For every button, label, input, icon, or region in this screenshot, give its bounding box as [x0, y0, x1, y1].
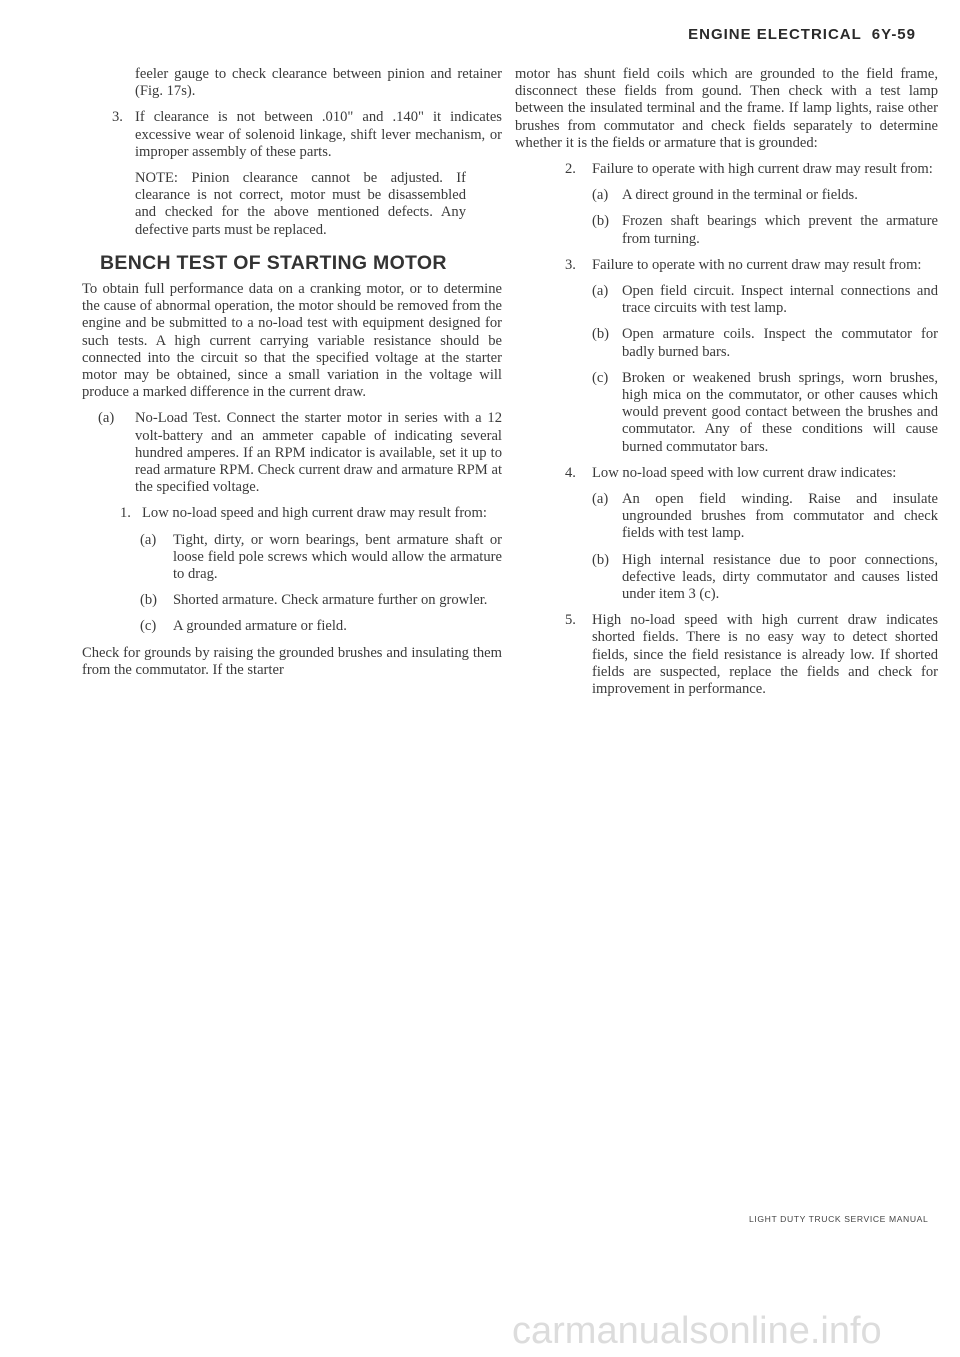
list-text: An open field winding. Raise and insulate ungrounded brushes from commutator and check fields with test lamp.: [622, 491, 938, 542]
paragraph-continued: feeler gauge to check clearance between pinion and retainer (Fig. 17s).: [135, 66, 502, 100]
list-item-2b: [592, 213, 938, 247]
list-item-3b: [592, 326, 938, 360]
right-column: [515, 66, 938, 707]
list-number: (a): [592, 187, 609, 204]
list-number: (a): [140, 531, 157, 548]
list-number: (c): [140, 618, 157, 635]
intro-paragraph: To obtain full performance data on a cranking motor, or to determine the cause of abnormal operation, the motor should be removed from the engine and be submitted to a no-load test with equipment designed for such tests. A high current carrying variable resistance should be connected into the circuit so that the specified voltage at the starter motor may be obtained, since a small variation in the voltage will produce a marked difference in the current draw.: [82, 281, 502, 401]
list-text: If clearance is not between .010" and .140" it indicates excessive wear of solenoid linkage, shift lever mechanism, or improper assembly of these parts.: [135, 109, 502, 160]
left-column: [82, 66, 502, 688]
list-text: Low no-load speed and high current draw may result from:: [142, 505, 487, 522]
list-item-3a: [592, 283, 938, 317]
list-text: Shorted armature. Check armature further on growler.: [173, 592, 488, 609]
note: NOTE: Pinion clearance cannot be adjusted. If clearance is not correct, motor must be disassembled and checked for the above mentioned defects. Any defective parts must be replaced.: [135, 170, 466, 238]
list-text: A grounded armature or field.: [173, 618, 347, 635]
list-item-1b: [140, 592, 502, 609]
list-item-3: [565, 257, 938, 274]
section-heading: BENCH TEST OF STARTING MOTOR: [100, 251, 447, 274]
list-text: Low no-load speed with low current draw indicates:: [592, 464, 897, 481]
list-number: (b): [592, 213, 610, 230]
list-number: 3.: [565, 256, 576, 273]
section-title: ENGINE ELECTRICAL: [688, 26, 862, 43]
list-text: High no-load speed with high current draw indicates shorted fields. There is no easy way to detect shorted fields, since the field resistance is already low. If shorted fields are suspected, replace the fields and check for improvement in performance.: [592, 612, 938, 698]
list-number: 4.: [565, 464, 576, 481]
list-item-2a: [592, 187, 938, 204]
list-item-4: [565, 465, 938, 482]
list-number: 1.: [120, 505, 131, 522]
list-text: No-Load Test. Connect the starter motor in series with a 12 volt-battery and an ammeter capable of indicating several hundred amperes. If an RPM indicator is available, set it up to read armature RPM. Check current draw and armature RPM at the specified voltage.: [135, 410, 502, 496]
list-item-a: [98, 410, 502, 496]
list-item-3: [112, 109, 502, 161]
list-item-5: [565, 612, 938, 698]
list-number: 3.: [112, 109, 123, 126]
list-text: Open field circuit. Inspect internal connections and trace circuits with test lamp.: [622, 283, 938, 317]
list-number: (b): [592, 326, 610, 343]
list-text: Failure to operate with high current draw may result from:: [592, 161, 933, 178]
list-item-1: [120, 505, 502, 522]
list-text: Failure to operate with no current draw may result from:: [592, 256, 922, 273]
list-text: Frozen shaft bearings which prevent the armature from turning.: [622, 213, 938, 247]
list-number: (a): [98, 410, 115, 427]
list-text: Tight, dirty, or worn bearings, bent armature shaft or loose field pole screws which would allow the armature to drag.: [173, 531, 502, 583]
list-number: (a): [592, 491, 609, 508]
list-text: High internal resistance due to poor connections, defective leads, dirty commutator and causes listed under item 3 (c).: [622, 551, 938, 603]
list-number: 5.: [565, 612, 576, 629]
list-number: (c): [592, 369, 609, 386]
list-item-1a: [140, 532, 502, 584]
list-number: (b): [592, 551, 610, 568]
list-text: Broken or weakened brush springs, worn brushes, high mica on the commutator, or other causes which would prevent good contact between the brushes and commutator. Any of these conditions will cause burned commutator bars.: [622, 369, 938, 455]
list-number: 2.: [565, 161, 576, 178]
paragraph-continued: motor has shunt field coils which are grounded to the field frame, disconnect these fields from gound. Then check with a test lamp between the insulated terminal and the frame. If lamp lights, raise other brushes from commutator and check fields separately to determine whether it is the fields or armature that is grounded:: [515, 66, 938, 151]
list-item-2: [565, 161, 938, 178]
list-item-4b: [592, 552, 938, 604]
watermark: carmanualsonline.info: [512, 1310, 882, 1352]
list-text: Open armature coils. Inspect the commutator for badly burned bars.: [622, 326, 938, 360]
list-text: A direct ground in the terminal or fields.: [622, 187, 858, 204]
list-item-1c: [140, 618, 502, 635]
paragraph: Check for grounds by raising the grounded brushes and insulating them from the commutator. If the starter: [82, 644, 502, 678]
list-number: (b): [140, 592, 158, 609]
list-item-3c: [592, 370, 938, 456]
footer-manual-title: LIGHT DUTY TRUCK SERVICE MANUAL: [749, 1214, 929, 1224]
page-header: [688, 26, 916, 43]
page-number: 6Y-59: [871, 26, 916, 43]
list-number: (a): [592, 283, 609, 300]
list-item-4a: [592, 491, 938, 543]
